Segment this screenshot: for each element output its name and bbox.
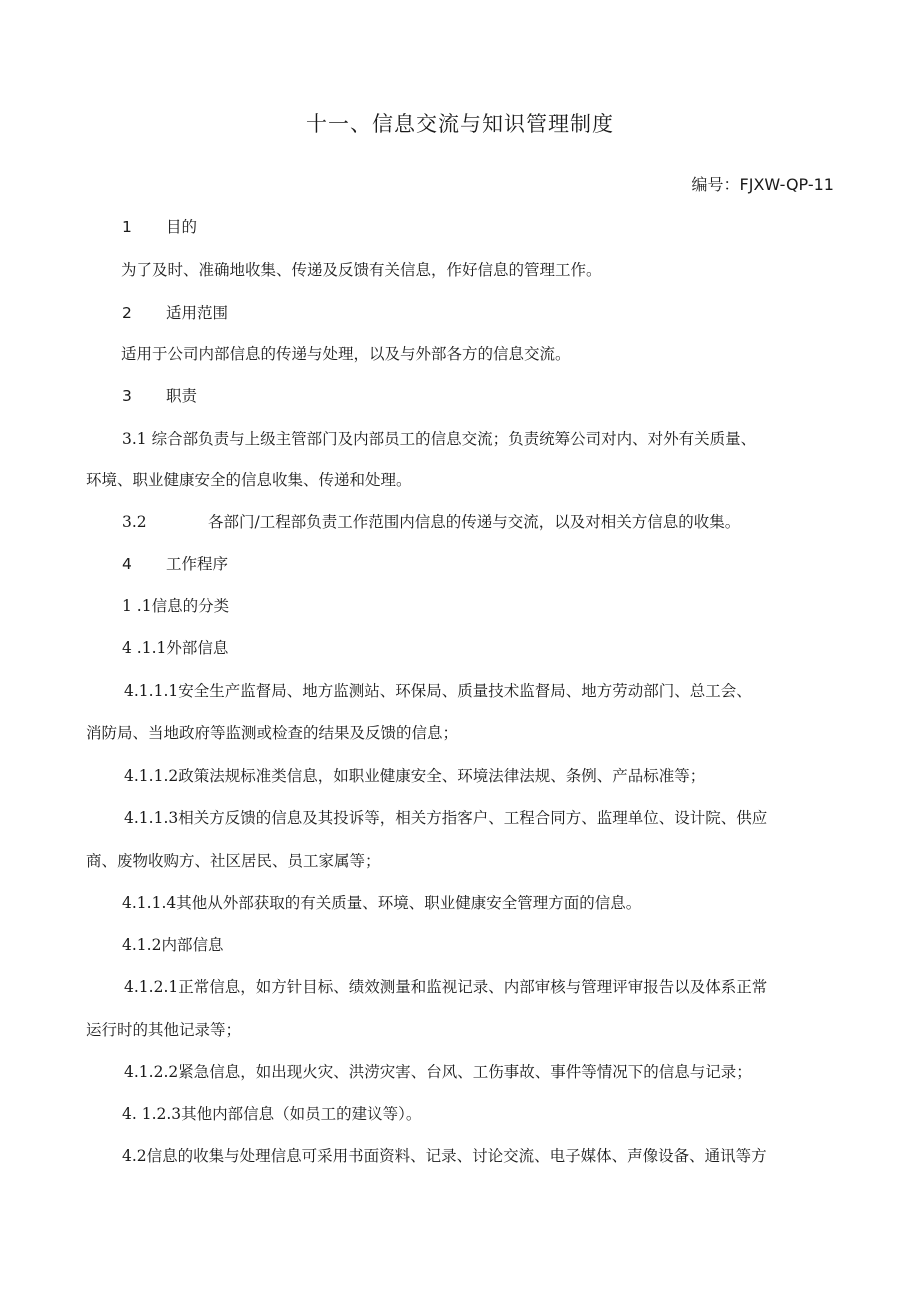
item-4-1-1-1-line-2: 消防局、当地政府等监测或检查的结果及反馈的信息； — [86, 724, 459, 742]
section-title: 适用范围 — [166, 304, 229, 322]
section-title: 职责 — [166, 387, 198, 405]
section-1-text: 为了及时、准确地收集、传递及反馈有关信息，作好信息的管理工作。 — [121, 261, 602, 279]
section-number: 1 — [122, 218, 132, 236]
item-4-1-1-2: 4.1.1.2政策法规标准类信息，如职业健康安全、环境法律法规、条例、产品标准等； — [124, 767, 706, 785]
subsection-external-info: 4 .1.1外部信息 — [122, 639, 229, 657]
section-2-heading — [122, 301, 228, 323]
section-3-heading — [122, 384, 197, 406]
section-1-heading — [122, 215, 197, 237]
item-4-1-1-1-line-1: 4.1.1.1安全生产监督局、地方监测站、环保局、质量技术监督局、地方劳动部门、总工会、 — [124, 682, 752, 700]
item-4-1-1-3-line-2: 商、废物收购方、社区居民、员工家属等； — [86, 852, 381, 870]
paragraph-number: 3.2 — [122, 513, 147, 531]
section-number: 3 — [122, 387, 132, 405]
section-title: 目的 — [166, 218, 198, 236]
paragraph-3-1-line-2: 环境、职业健康安全的信息收集、传递和处理。 — [86, 471, 412, 489]
section-number: 2 — [122, 304, 132, 322]
item-4-2: 4.2信息的收集与处理信息可采用书面资料、记录、讨论交流、电子媒体、声像设备、通讯等方 — [122, 1147, 767, 1165]
section-title: 工作程序 — [166, 555, 229, 573]
item-4-1-2-2: 4.1.2.2紧急信息，如出现火灾、洪涝灾害、台风、工伤事故、事件等情况下的信息与记录； — [124, 1063, 752, 1081]
paragraph-text: 各部门/工程部负责工作范围内信息的传递与交流，以及对相关方信息的收集。 — [208, 513, 741, 531]
item-4-1-1-3-line-1: 4.1.1.3相关方反馈的信息及其投诉等，相关方指客户、工程合同方、监理单位、设计院、供应 — [124, 809, 768, 827]
section-number: 4 — [122, 555, 132, 573]
item-4-1-2-1-line-2: 运行时的其他记录等； — [86, 1021, 242, 1039]
subsection-info-classification: 1 .1信息的分类 — [122, 597, 230, 615]
item-4-1-2-1-line-1: 4.1.2.1正常信息，如方针目标、绩效测量和监视记录、内部审核与管理评审报告以及体系正常 — [124, 978, 768, 996]
item-4-1-2-3: 4. 1.2.3其他内部信息（如员工的建议等）。 — [122, 1105, 422, 1123]
section-2-text: 适用于公司内部信息的传递与处理，以及与外部各方的信息交流。 — [121, 345, 571, 363]
subsection-internal-info: 4.1.2内部信息 — [122, 936, 224, 954]
document-title: 十一、信息交流与知识管理制度 — [306, 112, 614, 136]
paragraph-3-2 — [122, 510, 740, 532]
paragraph-3-1-line-1: 3.1 综合部负责与上级主管部门及内部员工的信息交流；负责统筹公司对内、对外有关质量、 — [122, 430, 757, 448]
document-number: 编号：FJXW-QP-11 — [691, 175, 834, 194]
item-4-1-1-4: 4.1.1.4其他从外部获取的有关质量、环境、职业健康安全管理方面的信息。 — [122, 894, 642, 912]
section-4-heading — [122, 552, 228, 574]
